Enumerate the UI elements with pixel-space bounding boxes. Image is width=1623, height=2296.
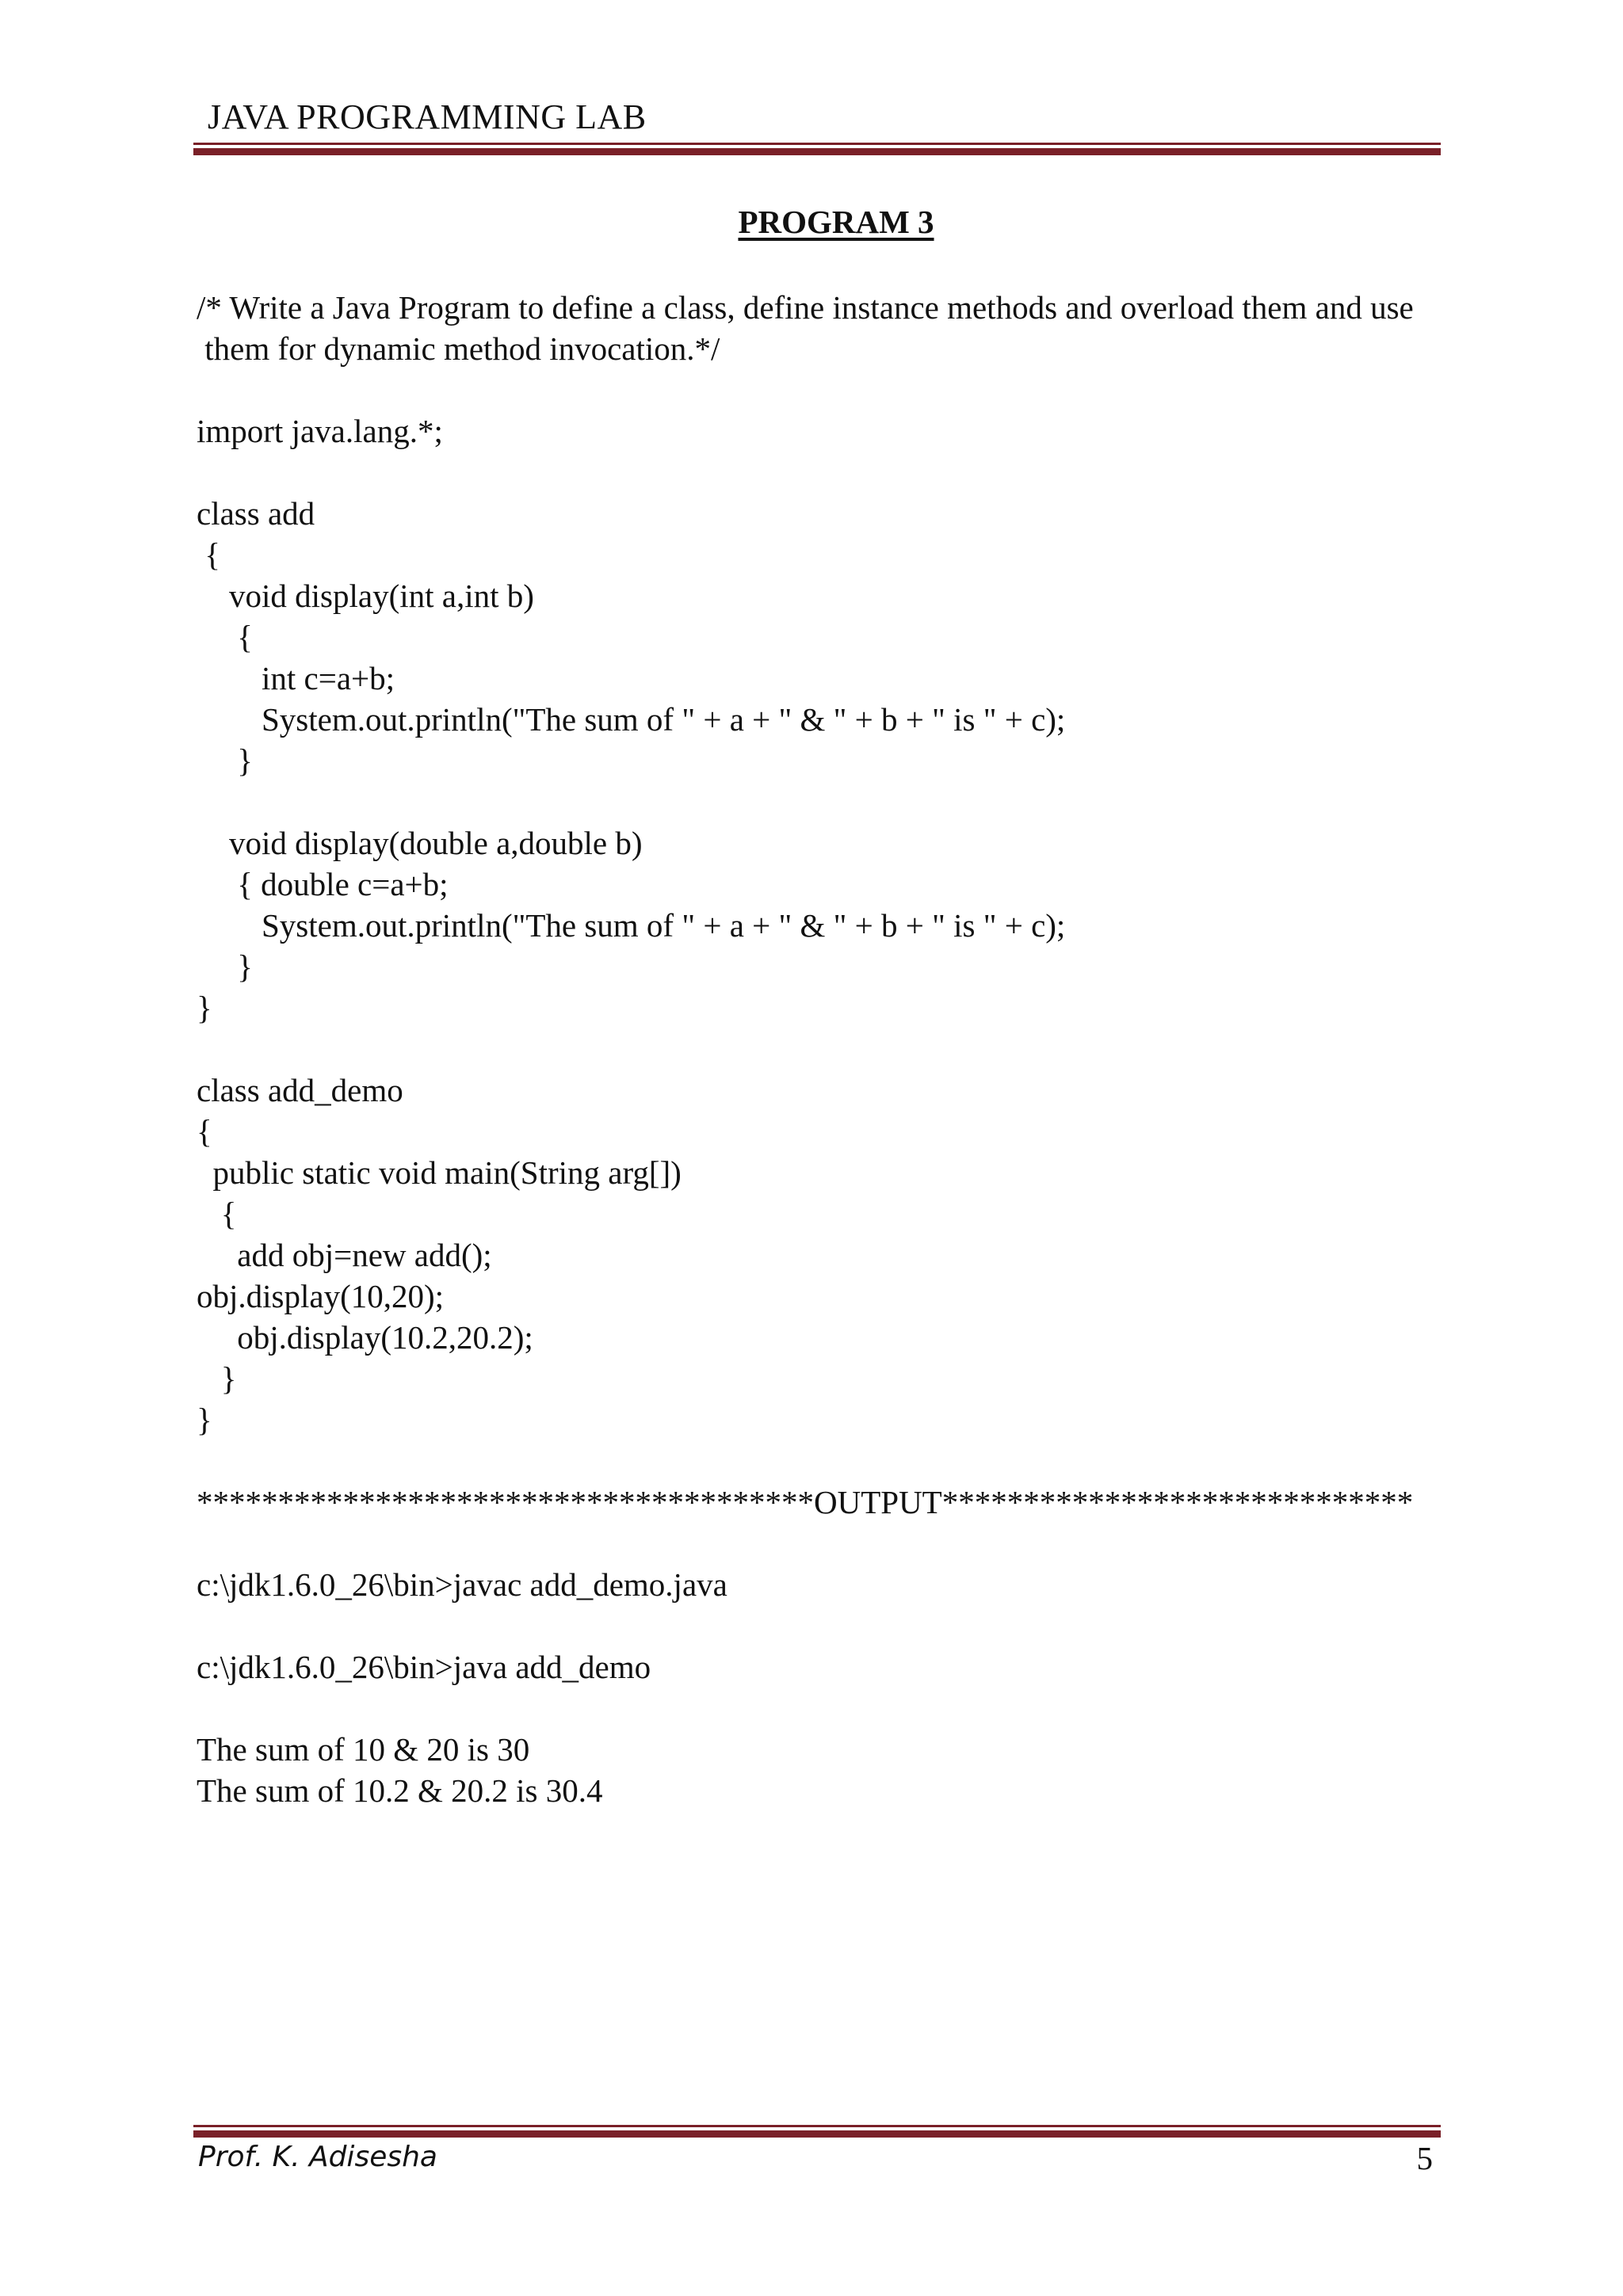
program-title: PROGRAM 3 bbox=[738, 204, 934, 240]
code-line: } bbox=[197, 948, 253, 985]
console-output-line: The sum of 10 & 20 is 30 bbox=[197, 1731, 530, 1768]
code-line: { bbox=[197, 619, 253, 655]
code-line: System.out.println("The sum of " + a + " & " + b + " is " + c); bbox=[197, 701, 1066, 738]
program-listing bbox=[197, 287, 1449, 1811]
code-line: void display(int a,int b) bbox=[197, 578, 534, 614]
description-line: them for dynamic method invocation.*/ bbox=[197, 330, 720, 367]
footer-author: Prof. K. Adisesha bbox=[198, 2141, 437, 2173]
code-line: { bbox=[197, 536, 220, 573]
code-line: obj.display(10,20); bbox=[197, 1278, 445, 1314]
header-divider bbox=[193, 143, 1441, 155]
code-line: class add_demo bbox=[197, 1072, 403, 1108]
code-line: void display(double a,double b) bbox=[197, 825, 643, 861]
code-line: int c=a+b; bbox=[197, 660, 395, 696]
code-line: import java.lang.*; bbox=[197, 413, 443, 449]
running-header-title: JAVA PROGRAMMING LAB bbox=[208, 97, 647, 136]
code-line: add obj=new add(); bbox=[197, 1237, 492, 1273]
output-separator: **************************************OUTPUT***************************** bbox=[197, 1484, 1414, 1520]
header-divider-thick-line bbox=[193, 148, 1441, 155]
console-output-line: The sum of 10.2 & 20.2 is 30.4 bbox=[197, 1772, 603, 1809]
footer-divider bbox=[193, 2125, 1441, 2138]
code-line: { double c=a+b; bbox=[197, 866, 449, 902]
code-line: { bbox=[197, 1113, 212, 1150]
code-line: { bbox=[197, 1196, 237, 1232]
console-command-line: c:\jdk1.6.0_26\bin>javac add_demo.java bbox=[197, 1566, 727, 1603]
code-line: } bbox=[197, 1402, 212, 1438]
code-line: } bbox=[197, 990, 212, 1026]
code-line: class add bbox=[197, 495, 315, 532]
footer-divider-thick-line bbox=[193, 2130, 1441, 2138]
code-line: System.out.println("The sum of " + a + " & " + b + " is " + c); bbox=[197, 907, 1066, 944]
code-line: public static void main(String arg[]) bbox=[197, 1154, 682, 1191]
code-line: obj.display(10.2,20.2); bbox=[197, 1319, 533, 1356]
code-line: } bbox=[197, 742, 253, 779]
console-command-line: c:\jdk1.6.0_26\bin>java add_demo bbox=[197, 1649, 651, 1685]
page-number: 5 bbox=[1416, 2140, 1433, 2176]
description-line: /* Write a Java Program to define a class, define instance methods and overload them and use bbox=[197, 289, 1414, 326]
code-line: } bbox=[197, 1360, 237, 1397]
